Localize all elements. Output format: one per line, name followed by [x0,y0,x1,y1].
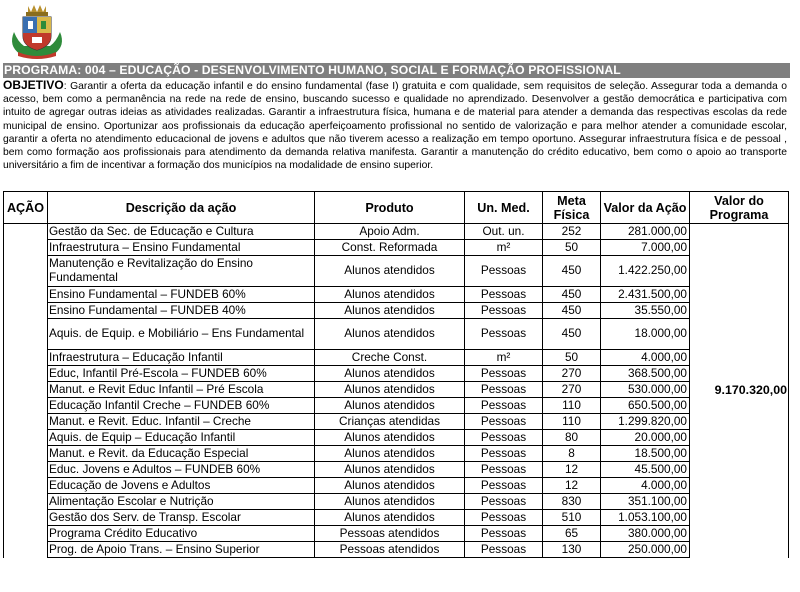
produto-cell: Alunos atendidos [315,398,465,414]
un-med-cell: Pessoas [465,430,543,446]
description-cell: Gestão da Sec. de Educação e Cultura [48,224,315,240]
header-produto: Produto [315,192,465,224]
objective-label: OBJETIVO [3,78,64,92]
un-med-cell: Pessoas [465,256,543,287]
valor-acao-cell: 650.500,00 [601,398,690,414]
description-cell: Ensino Fundamental – FUNDEB 60% [48,287,315,303]
valor-acao-cell: 530.000,00 [601,382,690,398]
un-med-cell: Pessoas [465,366,543,382]
table-row [4,542,789,558]
meta-fisica-cell: 8 [543,446,601,462]
meta-fisica-cell: 450 [543,287,601,303]
produto-cell: Alunos atendidos [315,462,465,478]
valor-acao-cell: 1.053.100,00 [601,510,690,526]
meta-fisica-cell: 12 [543,462,601,478]
produto-cell: Alunos atendidos [315,446,465,462]
table-row [4,382,789,398]
header-valor-acao: Valor da Ação [601,192,690,224]
un-med-cell: Pessoas [465,382,543,398]
table-row [4,446,789,462]
table-row [4,350,789,366]
produto-cell: Pessoas atendidos [315,542,465,558]
un-med-cell: Pessoas [465,287,543,303]
produto-cell: Alunos atendidos [315,366,465,382]
table-row [4,478,789,494]
meta-fisica-cell: 130 [543,542,601,558]
objective-text: : Garantir a oferta da educação infantil e do ensino fundamental (fase I) gratuita e com qualidade, sem requisitos de seleção. Assegurar toda a demanda o acesso, bem como a permanência na rede na rede de ensino, buscando sucesso e qualidade no aprendizado. Desenvolver a gestão democrática e participativa com intuito de agregar outras ideias as atividades realizadas. Garantir a infraestrutura física, humana e de material para atender a demanda das respectivas escolas da rede municipal de ensino. Oportunizar aos profissionais da educação aperfeiçoamento profissional no sentido de valorização e para melhor atender a comunidade escolar, garantir a oferta no atendimento educacional de jovens e adultos que não tiverem acesso a realização em tempo oportuno. Assegurar infraestrutura física e de pessoal , bem como formação aos profissionais para atendimento da demanda relativa manifesta. Garantir a manutenção do crédito educativo, bem como o apoio ao transporte universitário a fim de incentivar a formação dos municípios na modalidade de ensino superior. [3,81,787,172]
valor-acao-cell: 1.422.250,00 [601,256,690,287]
actions-table [3,191,789,558]
meta-fisica-cell: 450 [543,256,601,287]
meta-fisica-cell: 270 [543,382,601,398]
meta-fisica-cell: 65 [543,526,601,542]
valor-acao-cell: 7.000,00 [601,240,690,256]
valor-acao-cell: 2.431.500,00 [601,287,690,303]
table-row [4,240,789,256]
un-med-cell: Pessoas [465,414,543,430]
un-med-cell: Pessoas [465,478,543,494]
produto-cell: Alunos atendidos [315,319,465,350]
produto-cell: Alunos atendidos [315,478,465,494]
description-cell: Infraestrutura – Educação Infantil [48,350,315,366]
table-row [4,526,789,542]
produto-cell: Alunos atendidos [315,382,465,398]
valor-programa-total: 9.170.320,00 [690,224,789,558]
un-med-cell: m² [465,350,543,366]
valor-acao-cell: 368.500,00 [601,366,690,382]
table-row [4,414,789,430]
un-med-cell: Pessoas [465,319,543,350]
description-cell: Ensino Fundamental – FUNDEB 40% [48,303,315,319]
description-cell: Prog. de Apoio Trans. – Ensino Superior [48,542,315,558]
header-descricao: Descrição da ação [48,192,315,224]
table-row [4,462,789,478]
meta-fisica-cell: 450 [543,319,601,350]
table-row [4,287,789,303]
program-title: PROGRAMA: 004 – EDUCAÇÃO - DESENVOLVIMENTO HUMANO, SOCIAL E FORMAÇÃO PROFISSIONAL [3,63,790,78]
meta-fisica-cell: 50 [543,240,601,256]
municipal-coat-of-arms-logo [6,2,68,60]
description-cell: Manut. e Revit. Educ. Infantil – Creche [48,414,315,430]
table-row [4,303,789,319]
meta-fisica-cell: 110 [543,398,601,414]
produto-cell: Alunos atendidos [315,494,465,510]
header-meta-fisica: Meta Física [543,192,601,224]
un-med-cell: Pessoas [465,542,543,558]
un-med-cell: Pessoas [465,446,543,462]
description-cell: Programa Crédito Educativo [48,526,315,542]
table-row [4,366,789,382]
meta-fisica-cell: 80 [543,430,601,446]
meta-fisica-cell: 12 [543,478,601,494]
table-row [4,256,789,287]
meta-fisica-cell: 110 [543,414,601,430]
produto-cell: Crianças atendidas [315,414,465,430]
table-row [4,430,789,446]
description-cell: Educ. Jovens e Adultos – FUNDEB 60% [48,462,315,478]
table-row [4,494,789,510]
acao-cell [4,224,48,558]
description-cell: Manutenção e Revitalização do Ensino Fundamental [48,256,315,287]
meta-fisica-cell: 270 [543,366,601,382]
valor-acao-cell: 35.550,00 [601,303,690,319]
header-un-med: Un. Med. [465,192,543,224]
header-valor-programa: Valor do Programa [690,192,789,224]
produto-cell: Apoio Adm. [315,224,465,240]
un-med-cell: Pessoas [465,462,543,478]
table-header-row [4,192,789,224]
valor-acao-cell: 380.000,00 [601,526,690,542]
description-cell: Aquis. de Equip. e Mobiliário – Ens Fundamental [48,319,315,350]
description-cell: Manut. e Revit. da Educação Especial [48,446,315,462]
description-cell: Aquis. de Equip – Educação Infantil [48,430,315,446]
produto-cell: Alunos atendidos [315,430,465,446]
valor-acao-cell: 4.000,00 [601,350,690,366]
un-med-cell: Out. un. [465,224,543,240]
header-acao: AÇÃO [4,192,48,224]
valor-acao-cell: 1.299.820,00 [601,414,690,430]
produto-cell: Alunos atendidos [315,256,465,287]
table-row [4,398,789,414]
description-cell: Educação Infantil Creche – FUNDEB 60% [48,398,315,414]
description-cell: Alimentação Escolar e Nutrição [48,494,315,510]
valor-acao-cell: 4.000,00 [601,478,690,494]
produto-cell: Alunos atendidos [315,303,465,319]
meta-fisica-cell: 450 [543,303,601,319]
produto-cell: Creche Const. [315,350,465,366]
description-cell: Educ, Infantil Pré-Escola – FUNDEB 60% [48,366,315,382]
produto-cell: Const. Reformada [315,240,465,256]
valor-acao-cell: 45.500,00 [601,462,690,478]
valor-acao-cell: 18.500,00 [601,446,690,462]
description-cell: Manut. e Revit Educ Infantil – Pré Escola [48,382,315,398]
valor-acao-cell: 20.000,00 [601,430,690,446]
meta-fisica-cell: 510 [543,510,601,526]
table-row [4,224,789,240]
un-med-cell: m² [465,240,543,256]
valor-acao-cell: 281.000,00 [601,224,690,240]
meta-fisica-cell: 50 [543,350,601,366]
un-med-cell: Pessoas [465,510,543,526]
produto-cell: Pessoas atendidos [315,526,465,542]
un-med-cell: Pessoas [465,303,543,319]
un-med-cell: Pessoas [465,398,543,414]
objective-paragraph [3,79,787,172]
meta-fisica-cell: 830 [543,494,601,510]
valor-acao-cell: 351.100,00 [601,494,690,510]
valor-acao-cell: 250.000,00 [601,542,690,558]
un-med-cell: Pessoas [465,526,543,542]
produto-cell: Alunos atendidos [315,287,465,303]
description-cell: Infraestrutura – Ensino Fundamental [48,240,315,256]
table-row [4,319,789,350]
un-med-cell: Pessoas [465,494,543,510]
produto-cell: Alunos atendidos [315,510,465,526]
valor-acao-cell: 18.000,00 [601,319,690,350]
meta-fisica-cell: 252 [543,224,601,240]
description-cell: Educação de Jovens e Adultos [48,478,315,494]
description-cell: Gestão dos Serv. de Transp. Escolar [48,510,315,526]
table-row [4,510,789,526]
